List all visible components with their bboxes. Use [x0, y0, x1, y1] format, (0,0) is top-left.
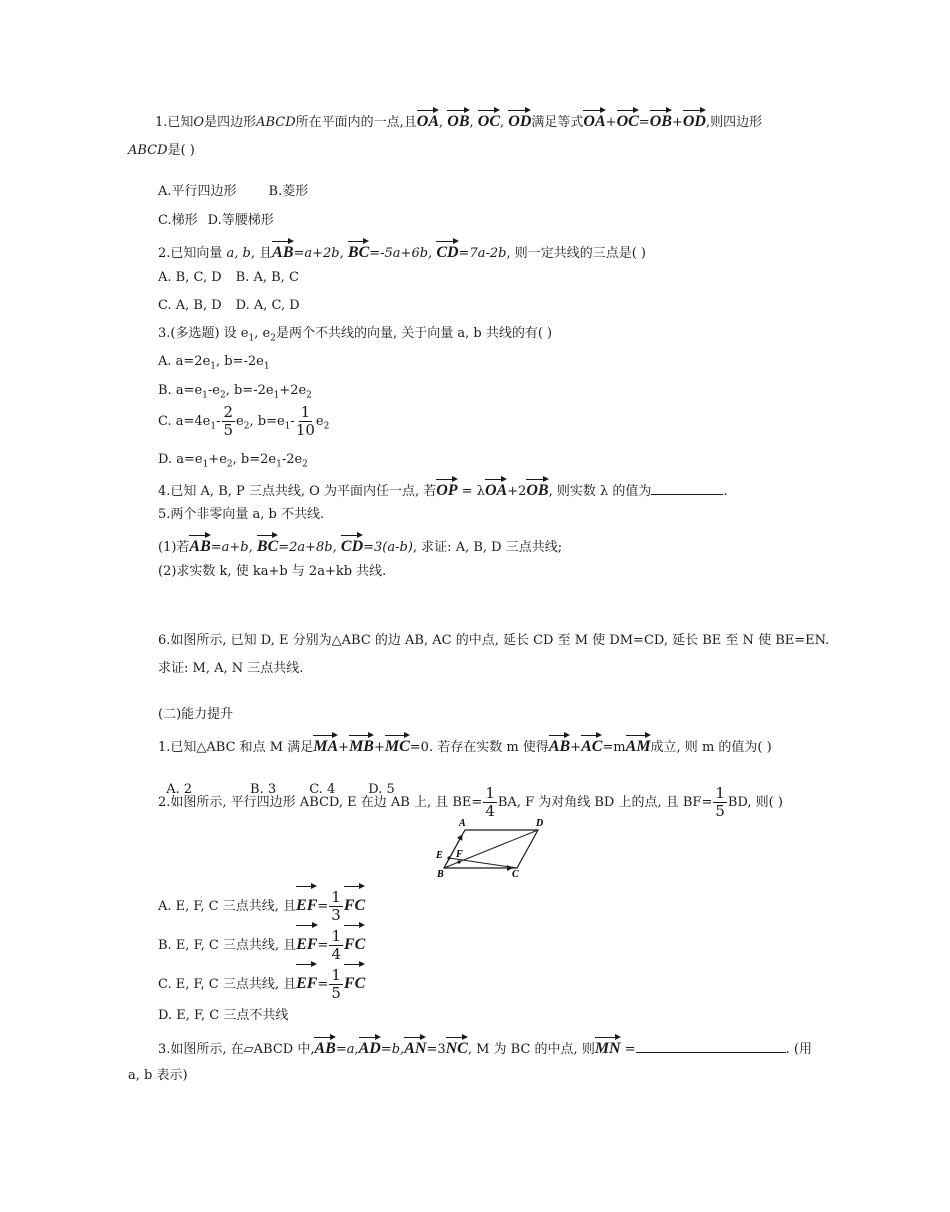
q3-option-a: A. $a=2e_1$, $b=-2e_1$ [158, 354, 270, 372]
q1-option-c: C.梯形 [158, 213, 198, 228]
label-f: F [456, 849, 463, 860]
q3-option-d: D. $a=e_1+e_2$, $b=2e_1-2e_2$ [158, 452, 308, 470]
q5-part2: (2)求实数 k, 使 ka+b 与 2a+kb 共线. [158, 564, 387, 579]
vector-ob-q4: OB [526, 477, 548, 501]
fraction-1-5-c: $\frac{1}{5}$ [331, 966, 341, 1002]
vector-ab: AB [272, 239, 293, 263]
vector-ac: AC [581, 733, 602, 757]
point-f [457, 860, 460, 863]
vector-ob-2: OB [650, 108, 672, 132]
label-d: D [536, 818, 544, 829]
p2-stem: 2.如图所示, 平行四边形 ABCD, E 在边 AB 上, 且 BE= $\frac{1}{4}$ BA, F 为对角线 BD 上的点, 且 BF= $\frac{1}{5}$ BD, 则( ) [158, 784, 783, 820]
p1-options: A. 2 B. 3 C. 4 D. 5 [166, 782, 395, 797]
vector-bc-q5: BC [257, 533, 278, 557]
fraction-1-3: $\frac{1}{3}$ [331, 888, 341, 924]
vector-oc: OC [478, 108, 500, 132]
q2-option-c: C. A, B, D [158, 298, 222, 313]
p2-option-c: C. E, F, C 三点共线, 且EF= $\frac{1}{5}$ FC [158, 962, 365, 1003]
q3-option-b: B. $a=e_1-e_2$, $b=-2e_1+2e_2$ [158, 383, 312, 401]
vector-ab-p1: AB [549, 733, 570, 757]
fraction-1-4: $\frac{1}{4}$ [485, 784, 495, 820]
vector-ab-q5: AB [189, 533, 210, 557]
label-e: E [436, 850, 443, 861]
vector-op: OP [436, 477, 457, 501]
answer-blank-q4[interactable] [651, 482, 723, 495]
q5-part1: (1)若AB=a+b, BC=2a+8b, CD=3(a-b), 求证: A, B, D 三点共线; [158, 533, 562, 558]
q1-option-b: B.菱形 [268, 184, 309, 199]
vector-ef-b: EF [296, 923, 317, 963]
vector-od: OD [508, 108, 531, 132]
q1-line2: ABCD是( ) [128, 143, 195, 158]
vector-oa: OA [417, 108, 439, 132]
vector-fc-a: FC [344, 884, 365, 924]
q6-line1: 6.如图所示, 已知 D, E 分别为△ABC 的边 AB, AC 的中点, 延长 CD 至 M 使 DM=CD, 延长 BE 至 N 使 BE=EN. [158, 633, 830, 648]
point-e [447, 856, 450, 859]
q2-option-b: B. A, B, C [235, 270, 299, 285]
vector-oa-2: OA [583, 108, 605, 132]
vector-bc: BC [348, 239, 369, 263]
p1-stem: 1.已知△ABC 和点 M 满足MA+MB+MC=0. 若存在实数 m 使得AB+AC=mAM成立, 则 m 的值为( ) [158, 733, 772, 758]
q2-stem: 2.已知向量 a, b, 且AB=a+2b, BC=-5a+6b, CD=7a-2b, 则一定共线的三点是( ) [158, 239, 646, 264]
q6-line2: 求证: M, A, N 三点共线. [158, 661, 304, 676]
vector-fc-c: FC [344, 962, 365, 1002]
vector-oa-q4: OA [485, 477, 507, 501]
vector-ef-c: EF [296, 962, 317, 1002]
vector-an: AN [404, 1035, 426, 1059]
vector-ef-a: EF [296, 884, 317, 924]
parallelogram-figure [432, 815, 552, 883]
vector-oc-2: OC [617, 108, 639, 132]
q3-option-c: C. $a=4e_1-$ $\frac{2}{5}$ $e_2$, $b=e_1-$ $\frac{1}{10}$ $e_2$ [158, 403, 330, 439]
answer-blank-p3[interactable] [636, 1040, 786, 1053]
label-a: A [459, 818, 466, 829]
p2-option-a: A. E, F, C 三点共线, 且EF= $\frac{1}{3}$ FC [158, 884, 365, 925]
vector-mc: MC [385, 733, 410, 757]
vector-ab-p3: AB [314, 1035, 335, 1059]
p3-line2: a, b 表示) [128, 1068, 188, 1083]
vector-cd-q5: CD [341, 533, 363, 557]
vector-am: AM [626, 733, 651, 757]
vector-ob: OB [447, 108, 469, 132]
p2-option-d: D. E, F, C 三点不共线 [158, 1008, 289, 1023]
q2-option-d: D. A, C, D [235, 298, 300, 313]
fraction-1-4-b: $\frac{1}{4}$ [331, 927, 341, 963]
q1-option-a: A.平行四边形 [158, 184, 237, 199]
fraction-1-10: $\frac{1}{10}$ [295, 403, 315, 439]
q2-options-ab [158, 268, 299, 288]
q2-options-cd [158, 296, 300, 316]
fraction-2-5: $\frac{2}{5}$ [223, 403, 234, 439]
vector-mb: MB [349, 733, 374, 757]
section-title: (二)能力提升 [158, 707, 234, 722]
q5-stem: 5.两个非零向量 a, b 不共线. [158, 507, 325, 522]
p3-line1: 3.如图所示, 在▱ABCD 中,AB=a,AD=b,AN=3NC, M 为 BC 的中点, 则MN = . (用 [158, 1035, 812, 1060]
q1-options-ab [158, 182, 308, 202]
vector-nc: NC [446, 1035, 468, 1059]
q1-option-d: D.等腰梯形 [207, 213, 274, 228]
q4-stem: 4.已知 A, B, P 三点共线, O 为平面内任一点, 若OP = λOA+2OB, 则实数 λ 的值为 . [158, 477, 728, 502]
vector-mn: MN [595, 1035, 621, 1059]
q1-options-cd [158, 211, 274, 231]
q2-option-a: A. B, C, D [158, 270, 222, 285]
fraction-1-5: $\frac{1}{5}$ [715, 784, 725, 820]
p2-option-b: B. E, F, C 三点共线, 且EF= $\frac{1}{4}$ FC [158, 923, 365, 964]
label-c: C [512, 869, 519, 880]
vector-cd: CD [436, 239, 458, 263]
label-b: B [437, 869, 444, 880]
vector-od-2: OD [683, 108, 706, 132]
vector-fc-b: FC [344, 923, 365, 963]
vector-ad: AD [359, 1035, 381, 1059]
vector-ma: MA [313, 733, 338, 757]
q3-stem: 3.(多选题) 设 $e_1$, $e_2$是两个不共线的向量, 关于向量 a, b 共线的有( ) [158, 326, 553, 344]
q1-line1: 1.已知O是四边形ABCD所在平面内的一点,且OA, OB, OC, OD满足等式OA+OC=OB+OD,则四边形 [155, 108, 762, 133]
